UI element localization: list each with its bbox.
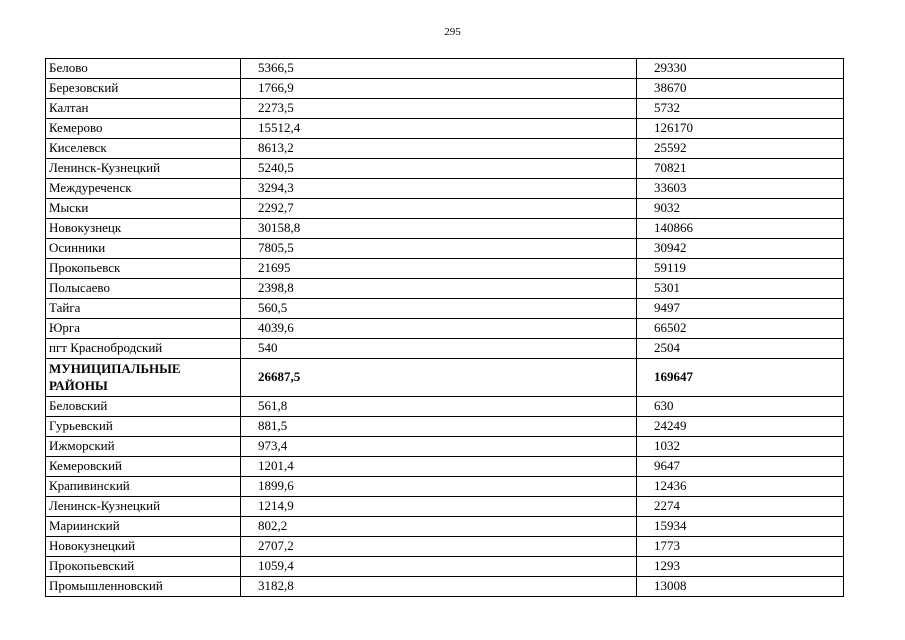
value1-cell: 21695	[241, 259, 637, 279]
value2-cell: 29330	[637, 59, 844, 79]
table-row	[46, 59, 844, 79]
table-row	[46, 199, 844, 219]
value2-cell: 1293	[637, 557, 844, 577]
value1-cell: 973,4	[241, 437, 637, 457]
value2-cell: 126170	[637, 119, 844, 139]
value2-cell: 1773	[637, 537, 844, 557]
value2-cell: 12436	[637, 477, 844, 497]
value1-cell: 561,8	[241, 397, 637, 417]
value2-cell: 630	[637, 397, 844, 417]
territory-name-cell: Междуреченск	[46, 179, 241, 199]
table-row	[46, 99, 844, 119]
table-row	[46, 319, 844, 339]
value1-cell: 5366,5	[241, 59, 637, 79]
value1-cell: 1214,9	[241, 497, 637, 517]
value1-cell: 3182,8	[241, 577, 637, 597]
territory-name-cell: Тайга	[46, 299, 241, 319]
section-title-line1: МУНИЦИПАЛЬНЫЕ	[49, 361, 181, 376]
value1-cell: 8613,2	[241, 139, 637, 159]
table-row	[46, 259, 844, 279]
table-row	[46, 477, 844, 497]
value2-cell: 1032	[637, 437, 844, 457]
value2-cell: 9497	[637, 299, 844, 319]
value2-cell: 33603	[637, 179, 844, 199]
value1-cell: 1899,6	[241, 477, 637, 497]
value1-cell: 1766,9	[241, 79, 637, 99]
value2-cell: 13008	[637, 577, 844, 597]
value1-cell: 30158,8	[241, 219, 637, 239]
territory-name-cell: Ленинск-Кузнецкий	[46, 159, 241, 179]
value2-cell: 30942	[637, 239, 844, 259]
value2-cell: 70821	[637, 159, 844, 179]
territory-name-cell: Крапивинский	[46, 477, 241, 497]
table-row	[46, 397, 844, 417]
territory-name-cell: Промышленновский	[46, 577, 241, 597]
territory-name-cell: Прокопьевский	[46, 557, 241, 577]
value2-cell: 25592	[637, 139, 844, 159]
territory-name-cell: Мариинский	[46, 517, 241, 537]
value2-cell: 59119	[637, 259, 844, 279]
value1-cell: 5240,5	[241, 159, 637, 179]
section-title-line2: РАЙОНЫ	[49, 378, 108, 393]
table-row	[46, 339, 844, 359]
value1-cell: 3294,3	[241, 179, 637, 199]
value1-cell: 802,2	[241, 517, 637, 537]
section-value1-cell: 26687,5	[241, 359, 637, 397]
table-row	[46, 457, 844, 477]
territory-name-cell: Прокопьевск	[46, 259, 241, 279]
value2-cell: 2504	[637, 339, 844, 359]
value1-cell: 881,5	[241, 417, 637, 437]
statistics-table	[45, 58, 844, 597]
value1-cell: 7805,5	[241, 239, 637, 259]
value2-cell: 9032	[637, 199, 844, 219]
territory-name-cell: Беловский	[46, 397, 241, 417]
table-row	[46, 179, 844, 199]
territory-name-cell: Полысаево	[46, 279, 241, 299]
value1-cell: 2273,5	[241, 99, 637, 119]
territory-name-cell: пгт Краснобродский	[46, 339, 241, 359]
table-row	[46, 437, 844, 457]
value1-cell: 560,5	[241, 299, 637, 319]
value2-cell: 24249	[637, 417, 844, 437]
territory-name-cell: Новокузнецк	[46, 219, 241, 239]
table-row	[46, 299, 844, 319]
value2-cell: 5732	[637, 99, 844, 119]
territory-name-cell: Юрга	[46, 319, 241, 339]
value1-cell: 2398,8	[241, 279, 637, 299]
section-row	[46, 359, 844, 397]
table-row	[46, 119, 844, 139]
table-row	[46, 239, 844, 259]
section-value2-cell: 169647	[637, 359, 844, 397]
value2-cell: 5301	[637, 279, 844, 299]
value1-cell: 1201,4	[241, 457, 637, 477]
table-row	[46, 537, 844, 557]
table-row	[46, 497, 844, 517]
territory-name-cell: Калтан	[46, 99, 241, 119]
table-row	[46, 577, 844, 597]
value1-cell: 2707,2	[241, 537, 637, 557]
table-row	[46, 417, 844, 437]
table-row	[46, 279, 844, 299]
value1-cell: 4039,6	[241, 319, 637, 339]
territory-name-cell: Березовский	[46, 79, 241, 99]
value1-cell: 2292,7	[241, 199, 637, 219]
value1-cell: 15512,4	[241, 119, 637, 139]
section-name-cell	[46, 359, 241, 397]
territory-name-cell: Новокузнецкий	[46, 537, 241, 557]
table-body	[46, 59, 844, 597]
value2-cell: 2274	[637, 497, 844, 517]
table-row	[46, 159, 844, 179]
territory-name-cell: Мыски	[46, 199, 241, 219]
territory-name-cell: Ленинск-Кузнецкий	[46, 497, 241, 517]
territory-name-cell: Кемерово	[46, 119, 241, 139]
value2-cell: 140866	[637, 219, 844, 239]
table-row	[46, 139, 844, 159]
value2-cell: 38670	[637, 79, 844, 99]
territory-name-cell: Ижморский	[46, 437, 241, 457]
table-row	[46, 557, 844, 577]
value1-cell: 540	[241, 339, 637, 359]
territory-name-cell: Киселевск	[46, 139, 241, 159]
value2-cell: 9647	[637, 457, 844, 477]
table-row	[46, 517, 844, 537]
territory-name-cell: Гурьевский	[46, 417, 241, 437]
value1-cell: 1059,4	[241, 557, 637, 577]
table-row	[46, 79, 844, 99]
territory-name-cell: Белово	[46, 59, 241, 79]
territory-name-cell: Осинники	[46, 239, 241, 259]
value2-cell: 15934	[637, 517, 844, 537]
page-number: 295	[444, 26, 461, 38]
value2-cell: 66502	[637, 319, 844, 339]
table-row	[46, 219, 844, 239]
territory-name-cell: Кемеровский	[46, 457, 241, 477]
